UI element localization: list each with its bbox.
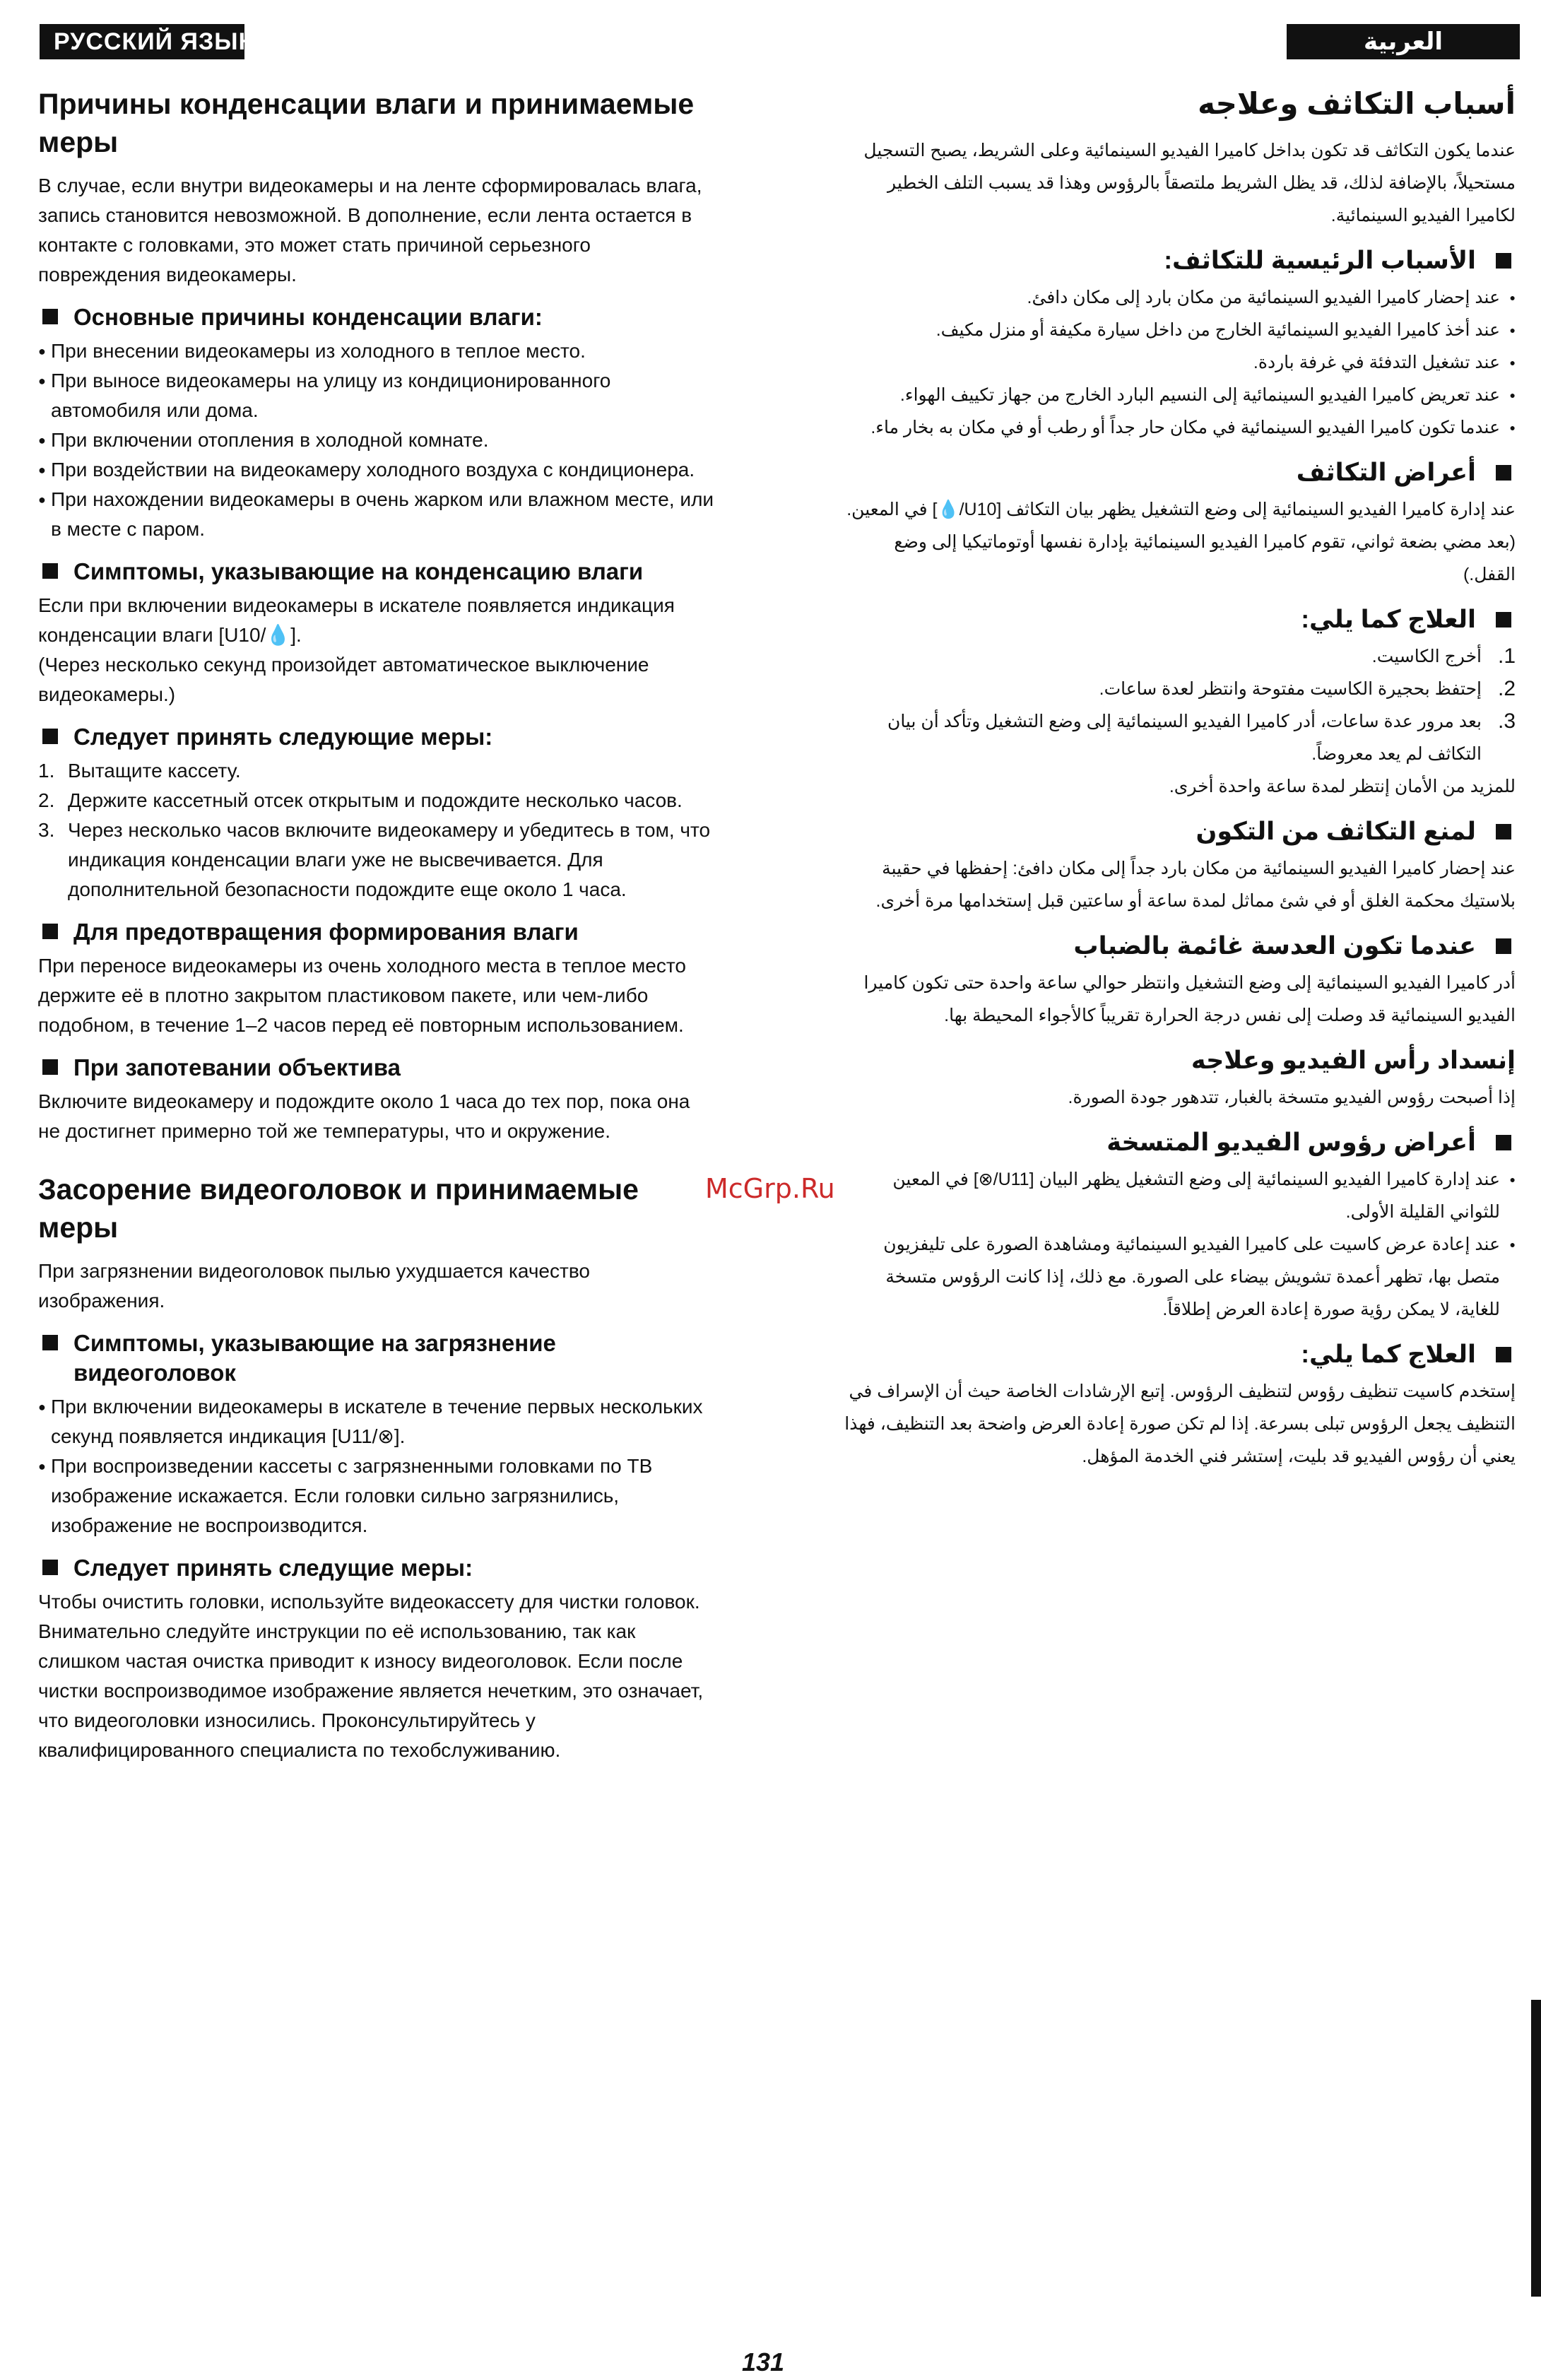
ru-dirty-heading: Симптомы, указывающие на загрязнение видеоголовок bbox=[38, 1329, 716, 1388]
page-number: 131 bbox=[742, 2347, 785, 2376]
ar-causes-list bbox=[844, 281, 1516, 444]
list-item: 1. أخرج الكاسيت. bbox=[1371, 644, 1516, 668]
page-edge-marker bbox=[1531, 2000, 1541, 2297]
ar-symptoms-text: عند إدارة كاميرا الفيديو السينمائية إلى وضع التشغيل يظهر بيان التكاثف [U10/💧] في المعين. bbox=[846, 500, 1516, 519]
list-item: ● При выносе видеокамеры на улицу из кондиционированного автомобиля или дома. bbox=[38, 366, 716, 425]
list-item: ● عند إدارة كاميرا الفيديو السينمائية إلى وضع التشغيل يظهر البيان [U11/⊗] في المعين للثواني القليلة الأولى. bbox=[844, 1163, 1516, 1228]
ru-fog-text: Включите видеокамеру и подождите около 1 часа до тех пор, пока она не достигнет примерно той же температуры, что и окружение. bbox=[38, 1090, 690, 1142]
list-item: ● При внесении видеокамеры из холодного в теплое место. bbox=[38, 336, 716, 366]
ru-measures-heading: Следует принять следующие меры: bbox=[38, 722, 716, 752]
russian-column bbox=[38, 85, 716, 1765]
ru-condensation-intro: В случае, если внутри видеокамеры и на ленте сформировалась влага, запись становится невозможной. В дополнение, если лента остается в контакте с головками, это может стать причиной серьезного повреждения видеокамеры. bbox=[38, 175, 702, 285]
ar-dirty-list bbox=[844, 1163, 1516, 1326]
ar-condensation-intro: عندما يكون التكاثف قد تكون بداخل كاميرا الفيديو السينمائية وعلى الشريط، يصبح التسجيل مستحيلاً، بالإضافة لذلك، قد يظل الشريط ملتصقاً بالرؤوس وهذا قد يسبب التلف الخطير لكاميرا الفيديو السينمائية. bbox=[863, 141, 1516, 225]
ru-prevent-text: При переносе видеокамеры из очень холодного места в теплое место держите её в плотно закрытом пластиковом пакете, или чем-либо подобном, в течение 1–2 часов перед её повторным использованием. bbox=[38, 955, 686, 1036]
ar-symptoms-note: (بعد مضي بضعة ثواني، تقوم كاميرا الفيديو السينمائية بإدارة نفسها أوتوماتيكيا إلى وضع القفل.) bbox=[894, 532, 1516, 584]
ar-symptoms-heading: أعراض التكاثف bbox=[844, 456, 1516, 489]
ar-measures-heading: العلاج كما يلي: bbox=[844, 603, 1516, 636]
list-item: ● При включении видеокамеры в искателе в течение первых нескольких секунд появляется индикация [U11/⊗]. bbox=[38, 1392, 716, 1451]
watermark: McGrp.Ru bbox=[705, 1173, 835, 1204]
list-item: 2. Держите кассетный отсек открытым и подождите несколько часов. bbox=[38, 789, 683, 811]
ar-clean-text: إستخدم كاسيت تنظيف رؤوس لتنظيف الرؤوس. إتبع الإرشادات الخاصة حيث أن الإسراف في التنظيف يجعل الرؤوس تبلى بسرعة. إذا لم تكن صورة إعادة العرض واضحة بعد التنظيف، فهذا يعني أن رؤوس الفيديو قد بليت، إستشر فني الخدمة المؤهل. bbox=[844, 1382, 1516, 1466]
list-item: ● عند تعريض كاميرا الفيديو السينمائية إلى النسيم البارد الخارج من جهاز تكييف الهواء. bbox=[844, 379, 1516, 411]
ru-causes-list bbox=[38, 336, 716, 544]
ru-causes-heading: Основные причины конденсации влаги: bbox=[38, 302, 716, 332]
ru-section-title-heads: Засорение видеоголовок и принимаемые меры bbox=[38, 1173, 639, 1244]
ru-symptoms-note: (Через несколько секунд произойдет автоматическое выключение видеокамеры.) bbox=[38, 654, 649, 705]
list-item: ● عند إحضار كاميرا الفيديو السينمائية من مكان بارد إلى مكان دافئ. bbox=[844, 281, 1516, 314]
ru-clean-text: Чтобы очистить головки, используйте видеокассету для чистки головок. Внимательно следуйте инструкции по её использованию, так как слишком частая очистка приводит к износу видеоголовок. Если после чистки воспроизводимое изображение является нечетким, это означает, что видеоголовки износились. Проконсультируйтесь у квалифицированного специалиста по техобслуживанию. bbox=[38, 1591, 704, 1761]
ar-causes-heading: الأسباب الرئيسية للتكاثف: bbox=[844, 245, 1516, 277]
ru-symptoms-heading: Симптомы, указывающие на конденсацию влаги bbox=[38, 557, 716, 587]
ar-clean-heading: العلاج كما يلي: bbox=[844, 1338, 1516, 1371]
ru-dirty-list bbox=[38, 1392, 716, 1540]
ar-prevent-text: عند إحضار كاميرا الفيديو السينمائية من مكان بارد جداً إلى مكان دافئ: إحفظها في حقيبة بلاستيك محكمة الغلق أو في شئ مماثل لمدة ساعة أو ساعتين قبل إستخدامها مرة أخرى. bbox=[875, 859, 1516, 911]
ru-clean-heading: Следует принять следущие меры: bbox=[38, 1553, 716, 1583]
ar-section-title-condensation: أسباب التكاثف وعلاجه bbox=[1198, 87, 1516, 120]
list-item: ● عند أخذ كاميرا الفيديو السينمائية الخارج من داخل سيارة مكيفة أو منزل مكيف. bbox=[844, 314, 1516, 346]
language-tag-russian: РУССКИЙ ЯЗЫК bbox=[40, 24, 244, 59]
list-item: ● عند تشغيل التدفئة في غرفة باردة. bbox=[844, 346, 1516, 379]
list-item: 3. Через несколько часов включите видеокамеру и убедитесь в том, что индикация конденсации влаги уже не высвечивается. Для дополнительной безопасности подождите еще около 1 часа. bbox=[38, 819, 711, 900]
list-item: 2. إحتفظ بحجيرة الكاسيت مفتوحة وانتظر لعدة ساعات. bbox=[1099, 677, 1516, 700]
ar-dirty-heading: أعراض رؤوس الفيديو المتسخة bbox=[844, 1126, 1516, 1159]
ru-section-title-condensation: Причины конденсации влаги и принимаемые меры bbox=[38, 88, 695, 158]
ru-prevent-heading: Для предотвращения формирования влаги bbox=[38, 917, 716, 947]
ar-prevent-heading: لمنع التكاثف من التكون bbox=[844, 815, 1516, 848]
list-item: ● عند إعادة عرض كاسيت على كاميرا الفيديو السينمائية ومشاهدة الصورة على تليفزيون متصل بها، تظهر أعمدة تشويش بيضاء على الصورة. مع ذلك، إذا كانت الرؤوس متسخة للغاية، لا يمكن رؤية صورة إعادة العرض إطلاقاً. bbox=[844, 1228, 1516, 1326]
ar-fog-text: أدر كاميرا الفيديو السينمائية إلى وضع التشغيل وانتظر حوالي ساعة واحدة حتى تكون كاميرا الفيديو السينمائية قد وصلت إلى نفس درجة الحرارة تقريباً كالأجواء المحيطة بها. bbox=[863, 973, 1516, 1025]
list-item: ● При воспроизведении кассеты с загрязненными головками по ТВ изображение искажается. Если головки сильно загрязнились, изображение не воспроизводится. bbox=[38, 1451, 716, 1540]
ar-section-title-heads: إنسداد رأس الفيديو وعلاجه bbox=[1191, 1047, 1516, 1074]
ar-measures-list bbox=[844, 640, 1516, 770]
list-item: ● При включении отопления в холодной комнате. bbox=[38, 425, 716, 455]
ar-heads-intro: إذا أصبحت رؤوس الفيديو متسخة بالغبار، تتدهور جودة الصورة. bbox=[1068, 1088, 1516, 1107]
list-item: ● عندما تكون كاميرا الفيديو السينمائية في مكان حار جداً أو رطب أو في مكان به بخار ماء. bbox=[844, 411, 1516, 444]
ru-symptoms-text: Если при включении видеокамеры в искателе появляется индикация конденсации влаги [U10/💧]. bbox=[38, 594, 675, 646]
ru-measures-list bbox=[38, 756, 716, 905]
arabic-column bbox=[844, 85, 1516, 1473]
ru-heads-intro: При загрязнении видеоголовок пылью ухудшается качество изображения. bbox=[38, 1260, 590, 1312]
ar-fog-heading: عندما تكون العدسة غائمة بالضباب bbox=[844, 930, 1516, 962]
list-item: ● При нахождении видеокамеры в очень жарком или влажном месте, или в месте с паром. bbox=[38, 485, 716, 544]
ru-fog-heading: При запотевании объектива bbox=[38, 1053, 716, 1083]
ar-measures-note: للمزيد من الأمان إنتظر لمدة ساعة واحدة أخرى. bbox=[1169, 777, 1516, 796]
list-item: 1. Вытащите кассету. bbox=[38, 760, 241, 782]
list-item: 3. بعد مرور عدة ساعات، أدر كاميرا الفيديو السينمائية إلى وضع التشغيل وتأكد أن بيان التكاثف لم يعد معروضاً. bbox=[887, 709, 1516, 764]
list-item: ● При воздействии на видеокамеру холодного воздуха с кондиционера. bbox=[38, 455, 716, 485]
language-tag-arabic: العربية bbox=[1287, 24, 1520, 59]
